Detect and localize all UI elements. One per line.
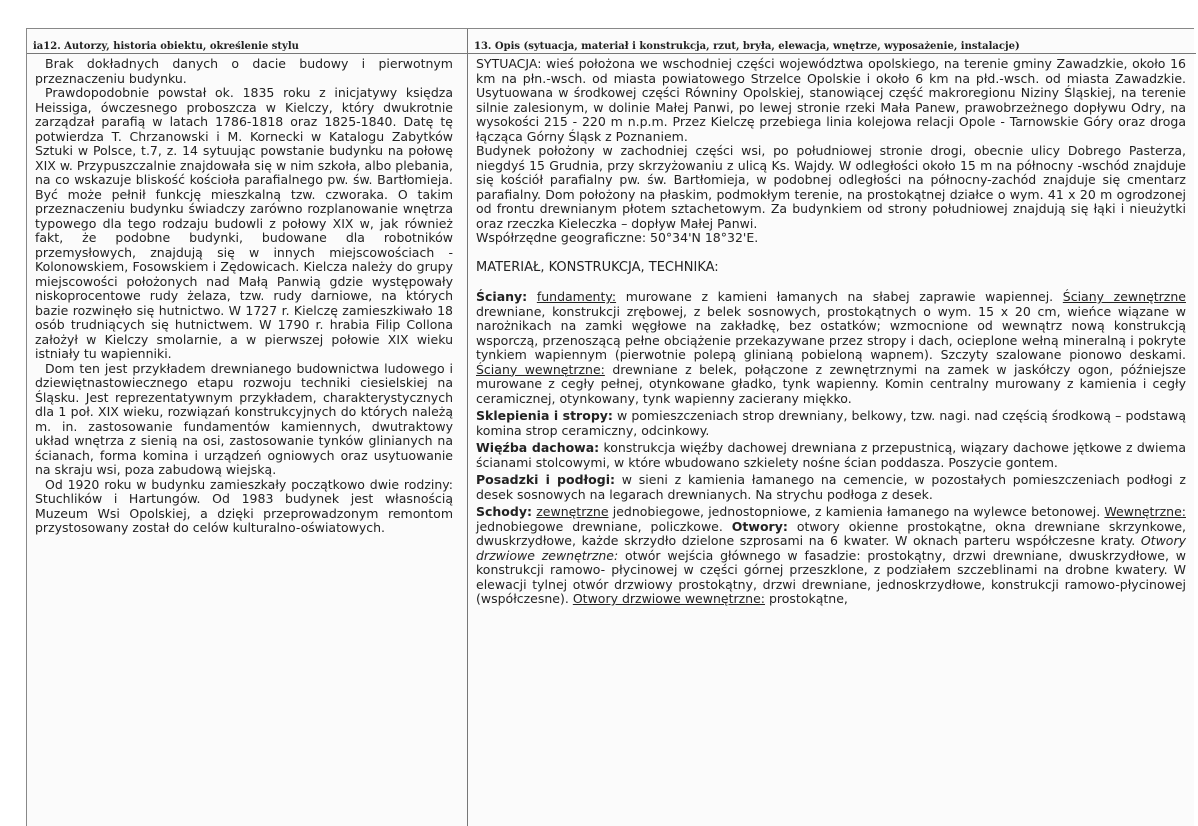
history-paragraph: Dom ten jest przykładem drewnianego budownictwa ludowego i dziewiętnastowiecznego etapu rozwoju techniki ciesielskiej na Śląsku. Jest reprezentatywnym przykładem, charakterystycznych dla 1 poł. XIX wieku, rozwiązań konstrukcyjnych do których należą m. in. zastosowanie fundamentów kamiennych, dwutraktowy układ wnętrza z sienią na osi, zastosowanie tynków glinianych na ścianach, forma komina i urządzeń ogniowych oraz usytuowanie na skraju wsi, poza zabudową wiejską. <box>35 360 453 477</box>
history-column <box>27 29 467 826</box>
walls-paragraph <box>476 290 1186 406</box>
foundations-text: murowane z kamieni łamanych na słabej zaprawie wapiennej. <box>616 289 1063 304</box>
history-text <box>27 54 467 536</box>
history-paragraph: Prawdopodobnie powstał ok. 1835 roku z inicjatywy księdza Heissiga, ówczesnego proboszcza w Kielczy, który dwukrotnie zarządzał parafią w latach 1786-1818 oraz 1825-1840. Datę tę potwierdza T. Chrzanowski i M. Kornecki w Katalogu Zabytków Sztuki w Polsce, t.7, z. 14 sytuując powstanie budynku na połowę XIX w. Przypuszczalnie znajdowała się w nim szkoła, albo plebania, na co wskazuje bliskość kościoła parafialnego pw. św. Bartłomieja. Być może pełnił funkcję mieszkalną tzw. czworaka. O takim przeznaczeniu budynku świadczy zarówno rozplanowanie wnętrza typowego dla tego rodzaju budowli z połowy XIX w, jak również fakt, że podobne budynki, budowane dla robotników przemysłowych, znajdują się w innych miejscowościach - Kolonowskiem, Fosowskiem i Zędowicach. Kielcza należy do grupy miejscowości położonych nad Małą Panwią gdzie występowały niskoprocentowe rudy żelaza, tzw. rudy darniowe, na których bazie rozwinęło się hutnictwo. W 1727 r. Kielczę zamieszkiwało 18 osób trudniących się hutnictwem. W 1790 r. hrabia Filip Collona założył w Kielczy smolarnie, a w pierwszej połowie XIX wieku istniały tu wapienniki. <box>35 85 453 361</box>
document-sheet <box>26 28 1194 826</box>
building-paragraph: Budynek położony w zachodniej części wsi, po południowej stronie drogi, obecnie ulicy Dobrego Pasterza, niegdyś 15 Grudnia, przy skrzyżowaniu z ulicą Ks. Wajdy. W odległości około 15 m na północny -wschód znajduje się kościół parafialny pw. św. Bartłomieja, w podobnej odległości na północny-zachód znajduje się cmentarz parafialny. Dom położony na płaskim, podmokłym terenie, na prostokątnej działce o wym. 41 x 20 m ogrodzonej od frontu drewnianym płotem sztachetowym. Za budynkiem od strony południowej znajdują się łąki i nieużytki oraz rzeczka Kieleczka – dopływ Małej Panwi. <box>476 143 1186 231</box>
external-walls-text: drewniane, konstrukcji zrębowej, z belek sosnowych, prostokątnych o wym. 15 x 20 cm, wieńce wiązane w narożnikach na zamki węgłowe na zakładkę, bez ostatków; wzmocnione od wewnątrz nową konstrukcją wsporczą, przenoszącą pełne obciążenie przekazywane przez stropy i dach, ocieplone wełną mineralną i pokryte tynkiem wapiennym (pierwotnie polepą glinianą pobieloną wapnem). Szczyty szalowane pionowo deskami. <box>476 303 1186 362</box>
walls-label: Ściany: <box>476 289 528 304</box>
external-doors-label: Otwory drzwiowe zewnętrzne: <box>476 533 1186 563</box>
floors-paragraph <box>476 473 1186 502</box>
roof-text: konstrukcja więźby dachowej drewniana z przepustnicą, wiązary dachowe jętkowe z dwiema ścianami stolcowymi, w które wbudowano szkielety nośne ścian poddasza. Poszycie gontem. <box>476 440 1187 470</box>
openings-text: otwory okienne prostokątne, okna drewniane skrzynkowe, dwuskrzydłowe, każde skrzydło dzielone szprosami na 6 kwater. W oknach parteru współczesne kraty. <box>476 518 1187 548</box>
situation-paragraph: SYTUACJA: wieś położona we wschodniej części województwa opolskiego, na terenie gminy Zawadzkie, około 16 km na płn.-wsch. od miasta powiatowego Strzelce Opolskie i około 6 km na płd.-wsch. od miasta Zawadzkie. Usytuowana w środkowej części Równiny Opolskiej, stanowiącej część makroregionu Niziny Śląskiej, na terenie silnie zalesionym, w dolinie Małej Panwi, po lewej stronie rzeki Mała Panew, prawobrzeżnego dopływu Odry, na wysokości 215 - 220 m n.p.m. Przez Kielczę przebiega linia kolejowa relacji Opole - Tarnowskie Góry oraz droga łącząca Górny Śląsk z Poznaniem. <box>476 56 1186 144</box>
ceilings-text: w pomieszczeniach strop drewniany, belkowy, tzw. nagi. nad częścią środkową – podstawą komina strop ceramiczny, odcinkowy. <box>476 408 1186 438</box>
internal-walls-text: drewniane z belek, połączone z zewnętrznymi na zamek w jaskółczy ogon, późniejsze murowane z cegły pełnej, otynkowane gładko, tynk wapienny. Komin centralny murowany z kamienia i cegły ceramicznej, otynkowany, tynk wapienny zacierany miękko. <box>476 361 1186 406</box>
roof-paragraph <box>476 441 1186 470</box>
internal-doors-text: prostokątne, <box>765 591 848 606</box>
roof-label: Więźba dachowa: <box>476 440 600 455</box>
description-text <box>468 54 1196 607</box>
stairs-internal-text: jednobiegowe drewniane, policzkowe. <box>476 518 732 534</box>
section-title: MATERIAŁ, KONSTRUKCJA, TECHNIKA: <box>476 259 719 275</box>
external-doors-text: otwór wejścia głównego w fasadzie: prostokątny, drzwi drewniane, dwuskrzydłowe, w konstrukcji ramowo- płycinowej w części górnej przeszklone, z podziałem szczeblinami na drobne kwatery. W elewacji tylnej otwór drzwiowy prostokątny, drzwi drewniane, jednoskrzydłowe, konstrukcji ramowo-płycinowej (współczesne). <box>476 547 1186 606</box>
internal-doors-label: Otwory drzwiowe wewnętrzne: <box>572 591 765 606</box>
stairs-external-label: zewnętrzne <box>536 504 609 519</box>
floors-label: Posadzki i podłogi: <box>476 472 615 487</box>
stairs-openings-paragraph <box>476 505 1186 607</box>
floors-text: w sieni z kamienia łamanego na cemencie, w pozostałych pomieszczeniach podłogi z desek sosnowych na legarach drewnianych. Na strychu podłoga z desek. <box>476 472 1186 502</box>
stairs-internal-label: Wewnętrzne: <box>1104 504 1186 519</box>
history-header: ia12. Autorzy, historia obiektu, określenie stylu <box>27 29 467 54</box>
external-walls-label: Ściany zewnętrzne <box>1062 289 1186 304</box>
foundations-label: fundamenty: <box>536 289 617 304</box>
history-paragraph: Od 1920 roku w budynku zamieszkały początkowo dwie rodziny: Stuchlików i Hartungów. Od 1983 budynek jest własnością Muzeum Wsi Opolskiej, a dzięki przeprowadzonym remontom przystosowany został do celów kulturalno-oświatowych. <box>35 476 453 535</box>
openings-label: Otwory: <box>731 518 788 534</box>
ceilings-label: Sklepienia i stropy: <box>476 408 613 423</box>
internal-walls-label: Ściany wewnętrzne: <box>476 361 605 377</box>
coordinates-text: Współrzędne geograficzne: 50°34'N 18°32'E. <box>476 230 759 245</box>
description-column <box>467 29 1196 826</box>
stairs-external-text: jednobiegowe, jednostopniowe, z kamienia łamanego na wylewce betonowej. <box>608 504 1105 519</box>
stairs-label: Schody: <box>476 504 532 519</box>
description-header: 13. Opis (sytuacja, materiał i konstrukcja, rzut, bryła, elewacja, wnętrze, wyposażenie, instalacje) <box>468 29 1196 54</box>
history-paragraph: Brak dokładnych danych o dacie budowy i pierwotnym przeznaczeniu budynku. <box>35 56 453 86</box>
ceilings-paragraph <box>476 409 1186 438</box>
